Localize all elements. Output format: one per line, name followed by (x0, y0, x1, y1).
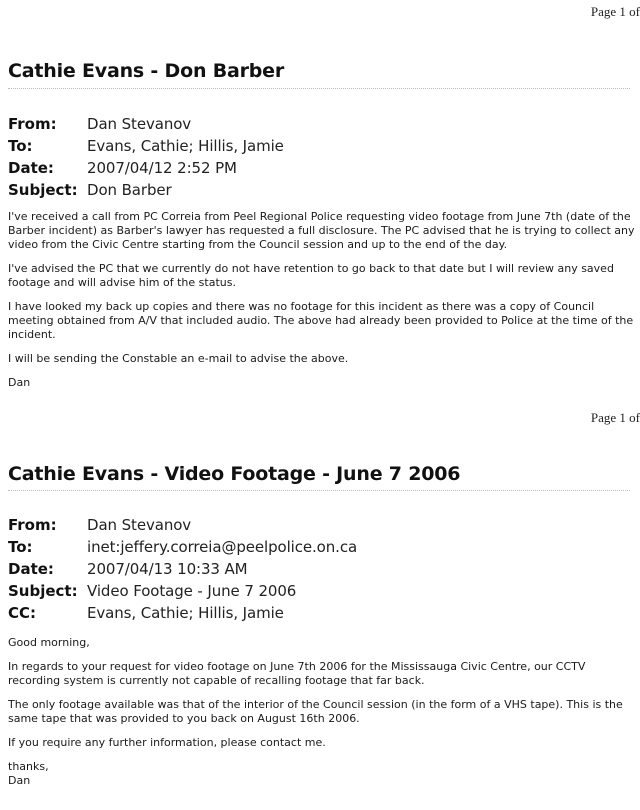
date-row (8, 558, 628, 580)
body-paragraph: If you require any further information, please contact me. (8, 736, 326, 749)
from-row (8, 514, 628, 536)
to-label: To: (8, 137, 33, 155)
subject-value: Video Footage - June 7 2006 (87, 582, 297, 600)
from-label: From: (8, 115, 57, 133)
subject-value: Don Barber (87, 181, 172, 199)
date-label: Date: (8, 560, 54, 578)
from-label: From: (8, 516, 57, 534)
to-value: Evans, Cathie; Hillis, Jamie (87, 137, 284, 155)
cc-row (8, 602, 628, 624)
email-header (8, 514, 628, 624)
to-value: inet:jeffery.correia@peelpolice.on.ca (87, 538, 358, 556)
email-body (8, 210, 636, 400)
email-body (8, 636, 636, 788)
date-value: 2007/04/12 2:52 PM (87, 159, 237, 177)
body-paragraph: I've advised the PC that we currently do not have retention to go back to that date but I will review any saved footage and will advise him of the status. (8, 262, 614, 289)
subject-label: Subject: (8, 582, 78, 600)
divider (8, 88, 630, 89)
date-value: 2007/04/13 10:33 AM (87, 560, 248, 578)
divider (8, 490, 630, 491)
from-row (8, 113, 628, 135)
signature: Dan (8, 376, 31, 389)
body-paragraph: In regards to your request for video footage on June 7th 2006 for the Mississauga Civic Centre, our CCTV recording system is currently not capable of recalling footage that far back. (8, 660, 586, 687)
page-number: Page 1 of (590, 4, 640, 19)
cc-label: CC: (8, 604, 37, 622)
from-value: Dan Stevanov (87, 115, 192, 133)
page-number: Page 1 of (590, 410, 640, 425)
date-row (8, 157, 628, 179)
subject-row (8, 580, 628, 602)
date-label: Date: (8, 159, 54, 177)
signature: Dan (8, 774, 31, 787)
body-paragraph: I will be sending the Constable an e-mail to advise the above. (8, 352, 349, 365)
to-row (8, 135, 628, 157)
body-paragraph: I have looked my back up copies and there was no footage for this incident as there was a copy of Council meeting obtained from A/V that included audio. The above had already been provided to Police at the time of the incident. (8, 300, 634, 341)
email-header (8, 113, 628, 201)
email-title: Cathie Evans - Don Barber (8, 60, 285, 82)
subject-row (8, 179, 628, 201)
body-paragraph: The only footage available was that of the interior of the Council session (in the form of a VHS tape). This is the same tape that was provided to you back on August 16th 2006. (8, 698, 623, 725)
to-row (8, 536, 628, 558)
to-label: To: (8, 538, 33, 556)
closing: thanks, (8, 760, 49, 773)
email-title: Cathie Evans - Video Footage - June 7 2006 (8, 463, 461, 485)
from-value: Dan Stevanov (87, 516, 192, 534)
greeting: Good morning, (8, 636, 90, 649)
body-paragraph: I've received a call from PC Correia from Peel Regional Police requesting video footage from June 7th (date of the Barber incident) as Barber's lawyer has requested a full disclosure. The PC advised that he is trying to collect any video from the Civic Centre starting from the Council session and up to the end of the day. (8, 210, 635, 251)
subject-label: Subject: (8, 181, 78, 199)
cc-value: Evans, Cathie; Hillis, Jamie (87, 604, 284, 622)
